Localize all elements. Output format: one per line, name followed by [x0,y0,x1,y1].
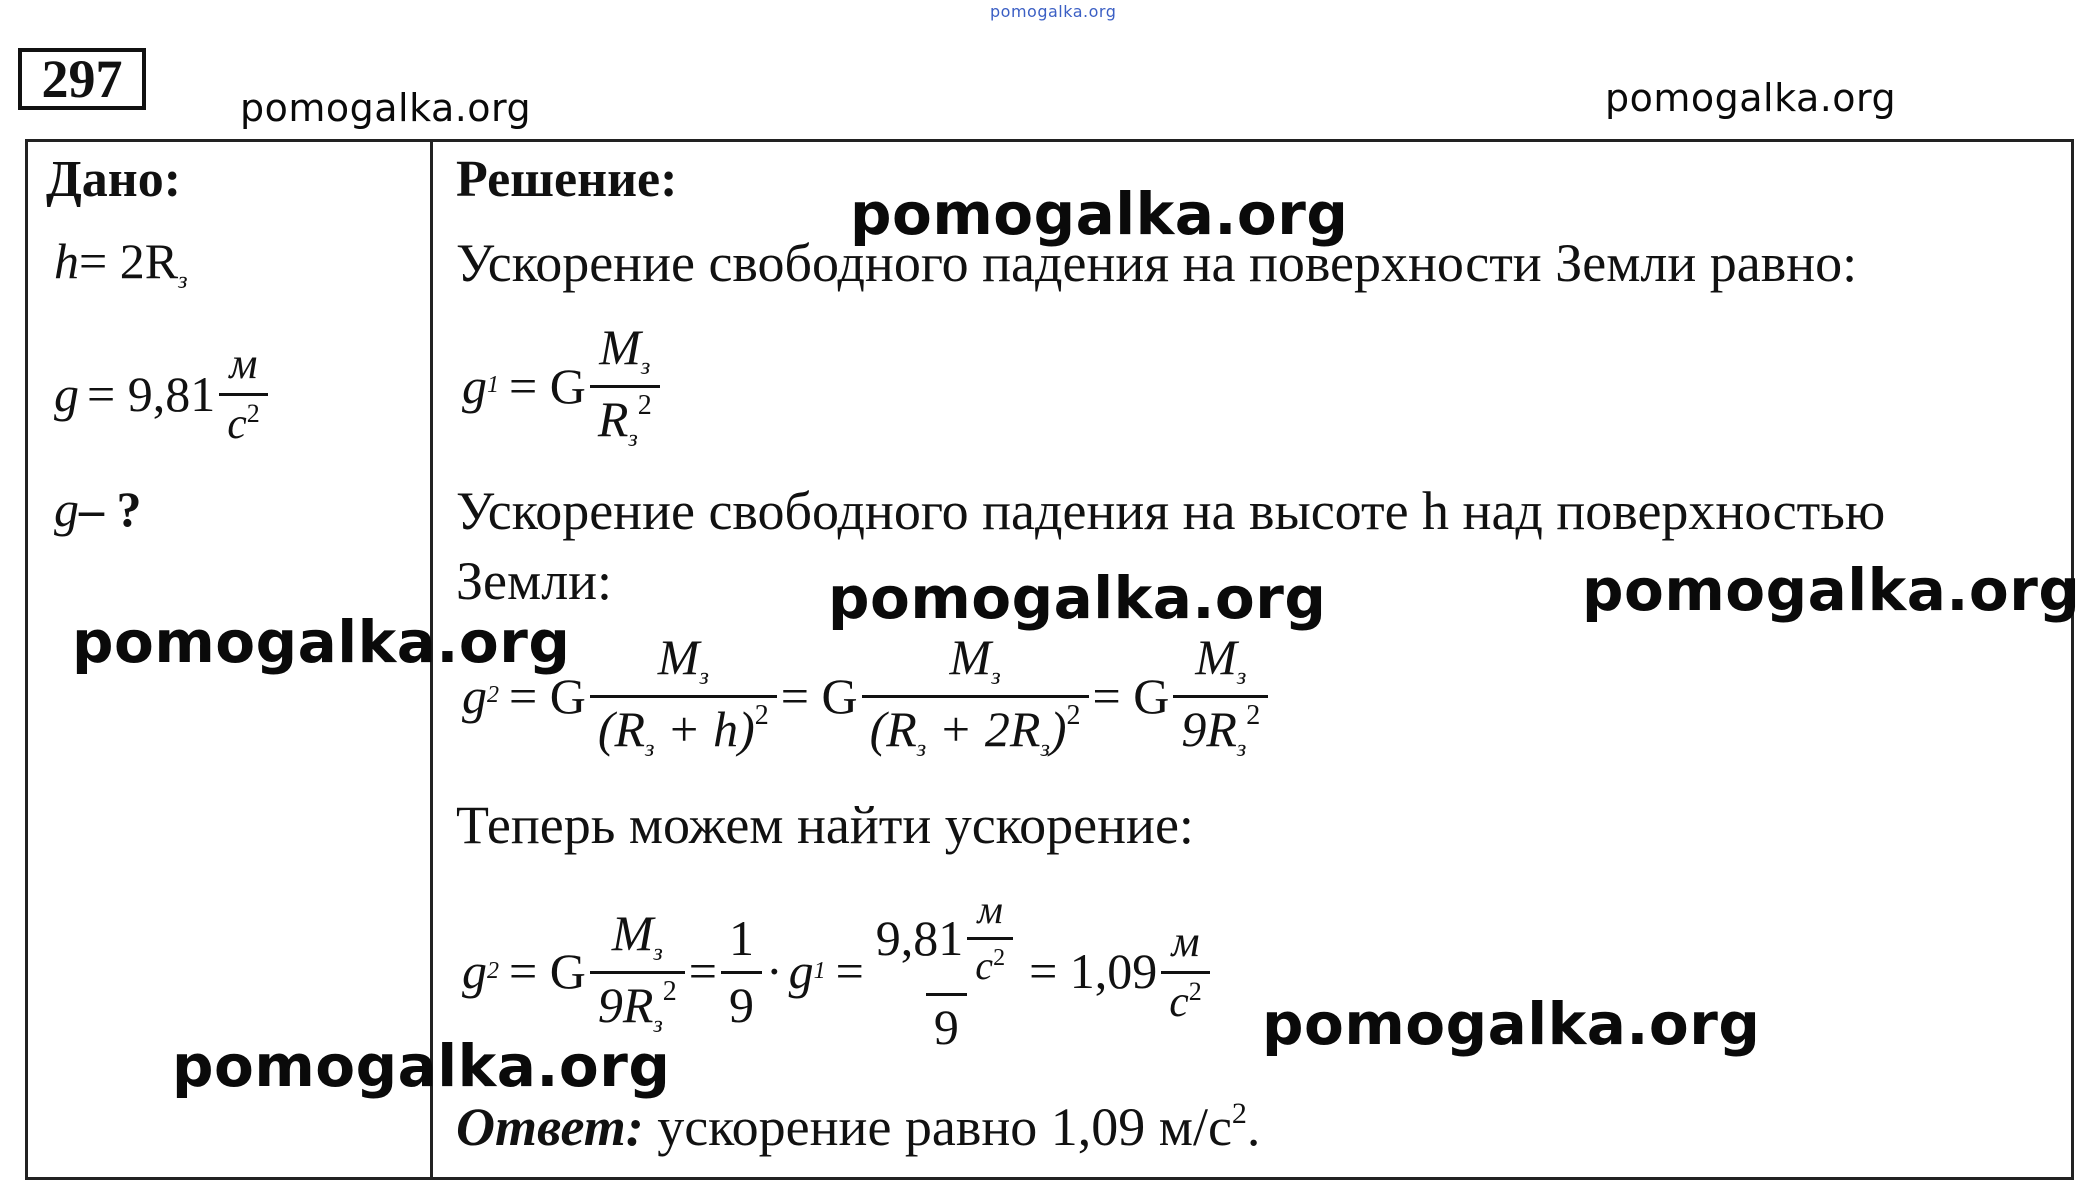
watermark-right-bottom: pomogalka.org [1262,990,1761,1058]
given-heading: Дано: [46,151,182,208]
given-find: g– ? [54,481,142,537]
solution-line-3: Теперь можем найти ускорение: [456,795,1194,855]
watermark-header-left: pomogalka.org [240,86,532,130]
problem-number: 297 [18,48,146,110]
watermark-center-top: pomogalka.org [850,180,1349,248]
solution-line-2: Ускорение свободного падения на высоте h над поверхностью [456,481,1886,541]
given-g: g = 9,81 $\frac{м}{c^2}$ [54,338,272,449]
solution-line-2b: Земли: [456,551,613,611]
answer-line: Ответ: ускорение равно 1,09 $м/с^2$. [456,1097,1261,1157]
answer-text: ускорение равно 1,09 м/с [643,1097,1232,1157]
watermark-top: pomogalka.org [990,2,1117,21]
answer-exponent: 2 [1231,1097,1247,1130]
watermark-left-bottom: pomogalka.org [172,1032,671,1100]
given-height: $h= 2R_з$ [54,233,188,294]
solution-line-1: Ускорение свободного падения на поверхности Земли равно: [456,233,1858,293]
formula-g1: g 1 = G $\frac{M_з}{R_з^2}$ [462,318,664,453]
watermark-center-mid: pomogalka.org [828,564,1327,632]
watermark-header-right: pomogalka.org [1605,76,1897,120]
answer-label: Ответ: [456,1097,644,1157]
formula-g2: g 2 = G $\frac{M_з}{(R_з + h)^2}$ = G $\frac{M_з}{(R_з + 2R_з)^2}$ = G $\frac{M_з}{9R_з^2}$ [462,628,1272,763]
solution-heading: Решение: [456,151,678,208]
formula-final: g 2 = G $\frac{M_з}{9R_з^2}$ = $\frac{1}{9}$ · g 1 = 9,81 $\frac{м}{c^2}$ 9 = 1,09 $\frac{м}{c^2}$ [462,886,1214,1056]
watermark-left-mid: pomogalka.org [72,608,571,676]
watermark-right-mid: pomogalka.org [1582,556,2081,624]
